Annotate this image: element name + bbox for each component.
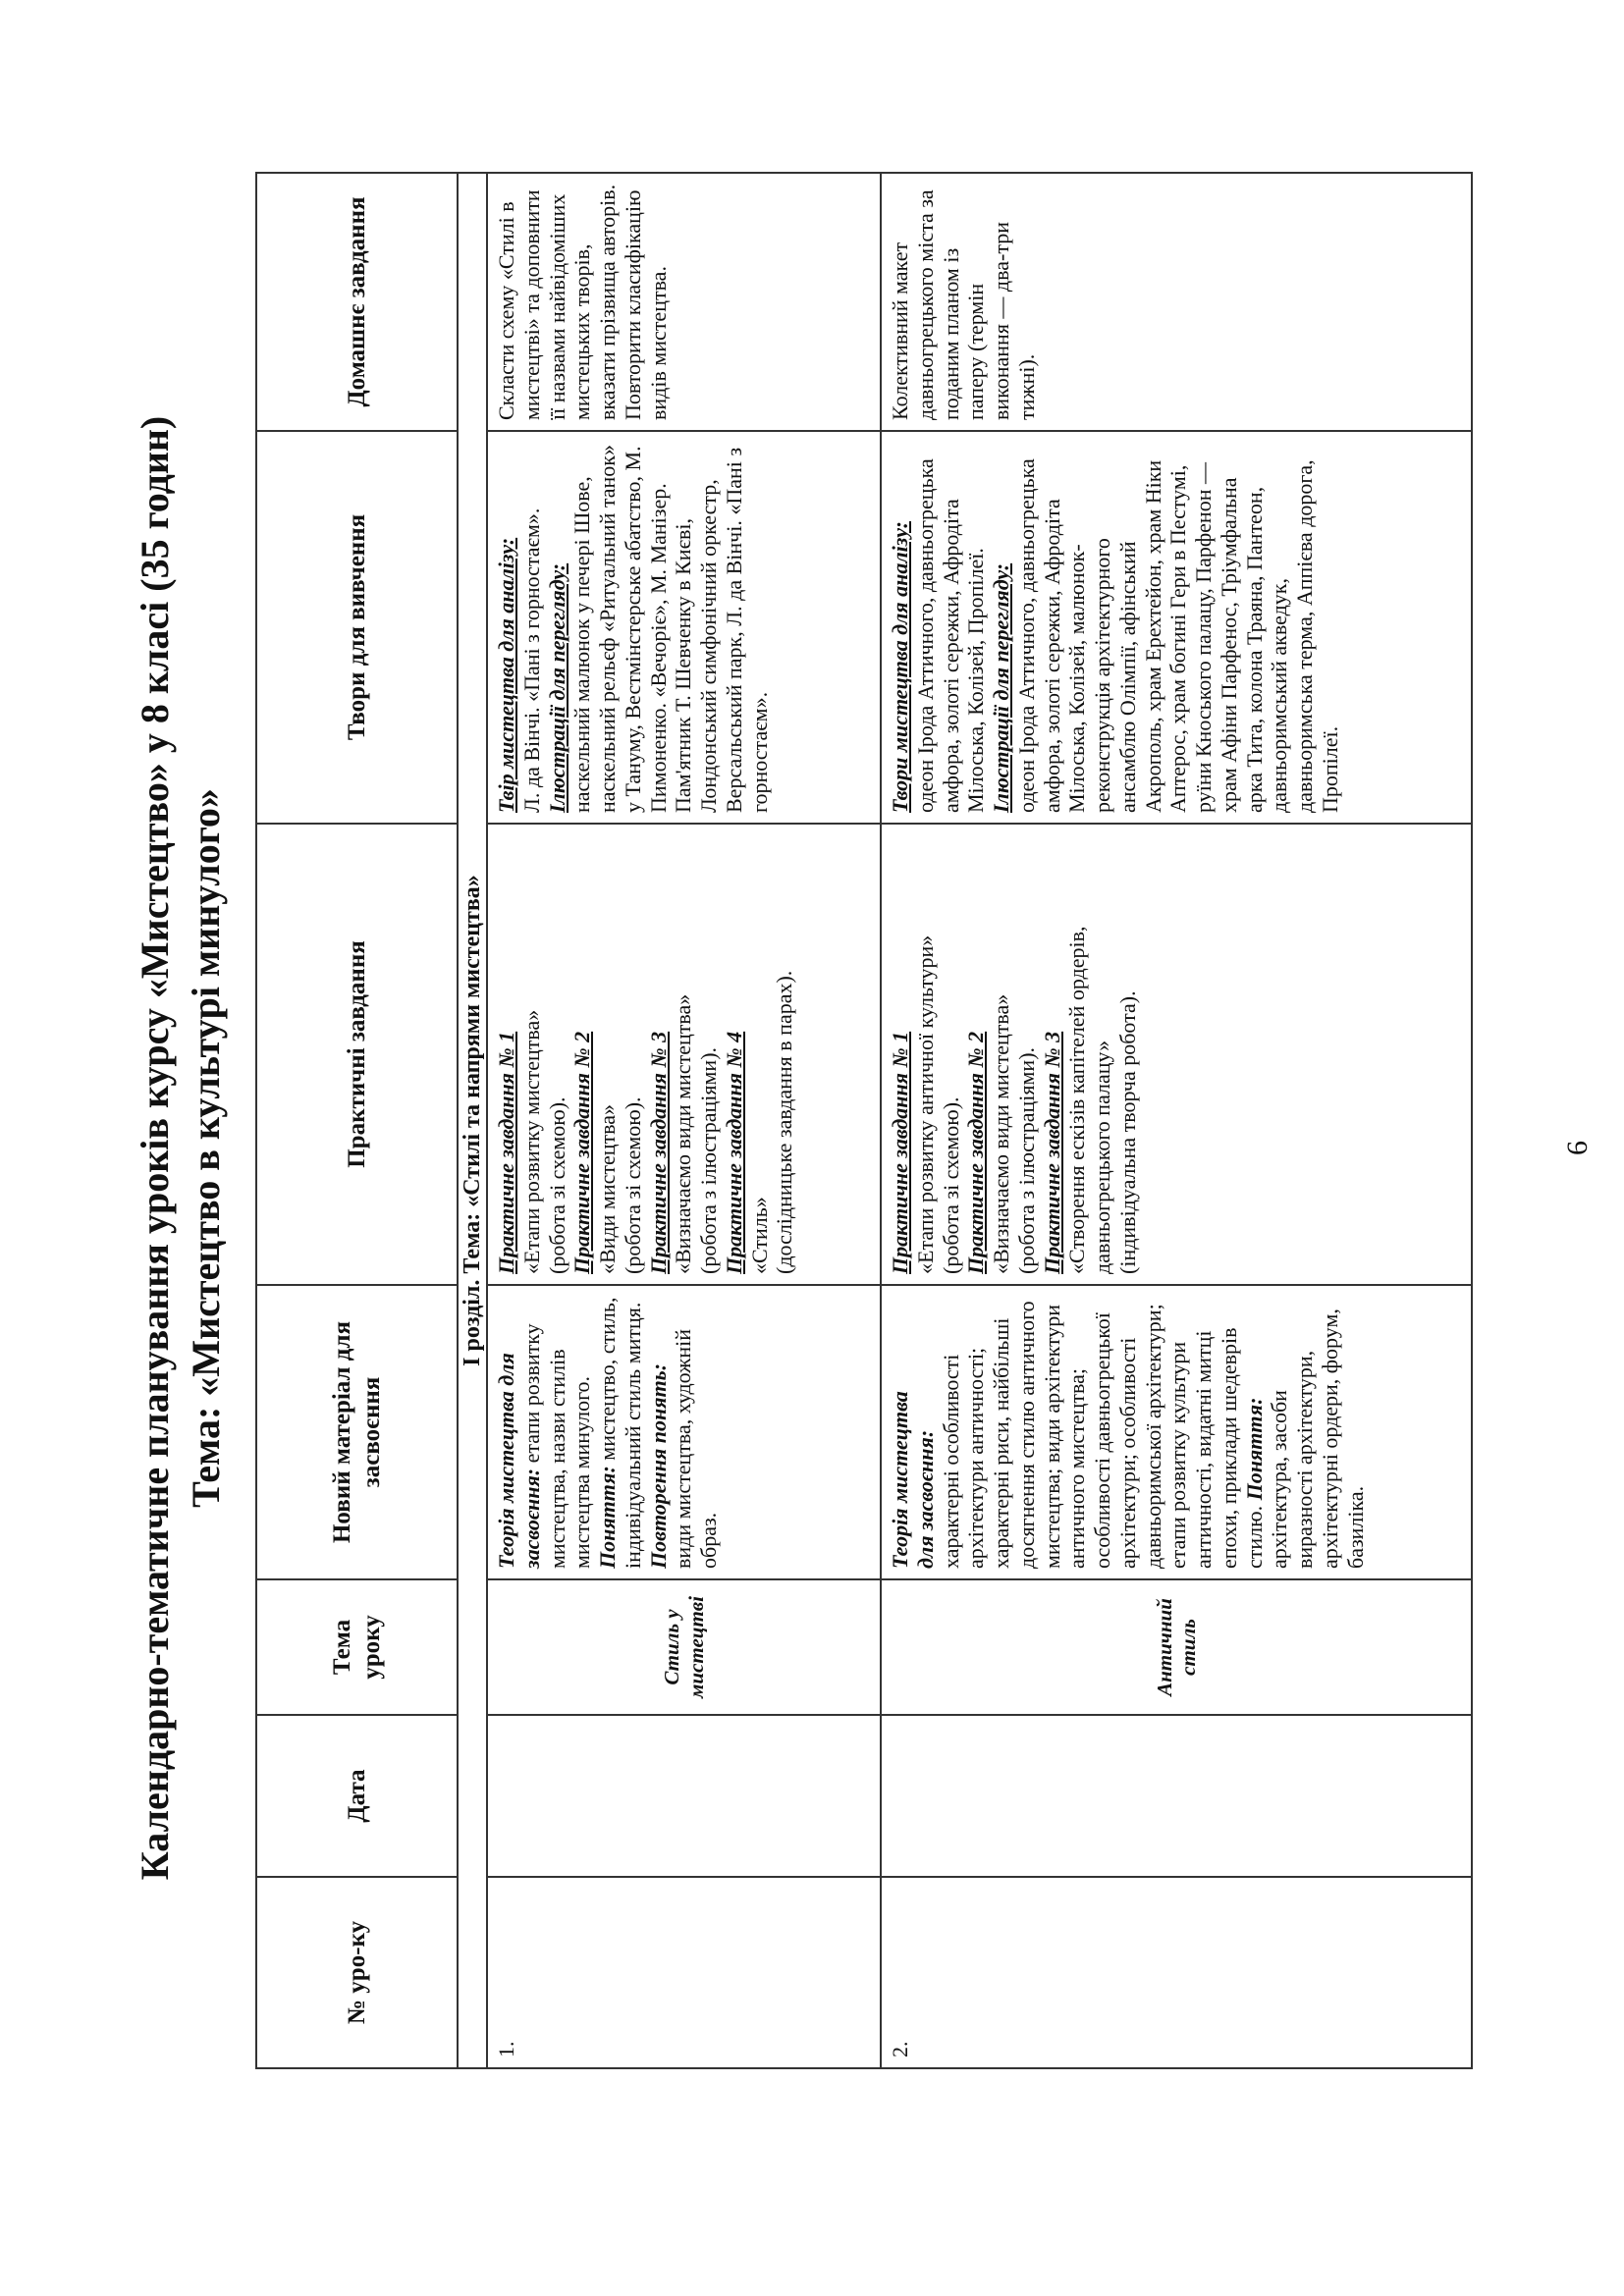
header-date: Дата <box>256 1715 458 1877</box>
lesson-homework: Колективний макет давньогрецького міста за поданим планом із паперу (термін виконання — два-три тижні). <box>881 173 1472 431</box>
material-text: архітектура, засоби виразності архітектури, архітектурні ордери, форум, базиліка. <box>1267 1308 1368 1569</box>
header-new-material: Новий матеріал для засвоєння <box>256 1285 458 1579</box>
task-text: «Створення ескізів капітелей ордерів, давньогрецького палацу» <box>1064 926 1115 1274</box>
lesson-works <box>881 431 1472 824</box>
page-title: Календарно-тематичне планування уроків курсу «Мистецтво» у 8 класі (35 годин) <box>133 415 177 1881</box>
task-text: «Етапи розвитку античної культури» <box>913 934 939 1274</box>
task-text: (робота з ілюстраціями). <box>1013 1046 1039 1274</box>
task-title: Практичне завдання № 1 <box>494 1031 519 1274</box>
lesson-material <box>487 1285 881 1579</box>
material-label: Теорія мистецтва для <box>494 1353 519 1569</box>
task-text: (робота з ілюстраціями). <box>696 1046 722 1274</box>
table-row <box>881 173 1472 2068</box>
works-label: Твори мистецтва для аналізу: <box>888 521 913 813</box>
task-text: «Визначаємо види мистецтва» <box>989 993 1014 1274</box>
lesson-date <box>881 1715 1472 1877</box>
lesson-plan-table <box>255 172 1473 2069</box>
works-text: Л. да Вінчі. «Пані з горностаєм». <box>518 507 544 813</box>
lesson-topic: Стиль у мистецтві <box>487 1579 881 1715</box>
works-text: одеон Ірода Аттичного, давньогрецька амфора, золоті сережки, Афродіта Мілоська, Колізей, малюнок-реконструкція архітектурного ансамблю Олімпії, афінський Акрополь, храм Ерехтейон, храм Ніки Аптерос, храм богині Гери в Пестумі, руїни Кноського палацу, Парфенон — храм Афіни Парфенос, Тріумфальна арка Тита, колона Траяна, Пантеон, давньоримський акведук, давньоримська терма, Аппієва дорога, Пропілеї. <box>1013 458 1342 813</box>
works-text: одеон Ірода Аттичного, давньогрецька амфора, золоті сережки, Афродіта Мілоська, Колізей, Пропілеї. <box>913 458 989 813</box>
task-text: «Визначаємо види мистецтва» <box>671 993 696 1274</box>
task-title: Практичне завдання № 2 <box>963 1031 989 1274</box>
lesson-date <box>487 1715 881 1877</box>
page-subtitle: Тема: «Мистецтво в культурі минулого» <box>184 788 228 1508</box>
task-text: (робота зі схемою). <box>620 1096 645 1274</box>
task-title: Практичне завдання № 3 <box>645 1031 671 1274</box>
task-text: «Стиль» <box>746 1197 772 1274</box>
lesson-tasks <box>487 824 881 1285</box>
task-text: «Етапи розвитку мистецтва» <box>518 1009 544 1274</box>
works-label: Твір мистецтва для аналізу: <box>494 537 519 813</box>
task-text: (індивідуальна творча робота). <box>1114 990 1140 1274</box>
material-label: для засвоєння: <box>913 1429 939 1569</box>
task-title: Практичне завдання № 4 <box>721 1031 746 1274</box>
table-row <box>487 173 881 2068</box>
works-text: наскельний малюнок у печері Шове, наскельний рельєф «Ритуальний танок» у Тануму, Вестмінстерське абатство, М. Пимоненко. «Вечоріє», М. Манізер. Пам'ятник Т. Шевченку в Києві, Лондонський симфонічний оркестр, Версальський парк, Л. да Вінчі. «Пані з горностаєм». <box>569 445 772 813</box>
task-text: (робота зі схемою). <box>938 1096 963 1274</box>
material-label: Повторення понять: <box>645 1362 671 1569</box>
material-label: Поняття: <box>1241 1397 1267 1501</box>
material-text: мистецтво, стиль, індивідуальний стиль митця. <box>595 1297 645 1569</box>
task-text: (робота зі схемою). <box>544 1096 569 1274</box>
works-label: Ілюстрації для перегляду: <box>544 562 569 813</box>
works-label: Ілюстрації для перегляду: <box>989 562 1014 813</box>
lesson-number: 1. <box>487 1877 881 2068</box>
header-practical-tasks: Практичні завдання <box>256 824 458 1285</box>
section-title: І розділ. Тема: «Стилі та напрями мистецтва» <box>458 173 487 2068</box>
task-text: (дослідницьке завдання в парах). <box>772 970 797 1274</box>
table-header-row <box>256 173 458 2068</box>
task-title: Практичне завдання № 2 <box>569 1031 595 1274</box>
lesson-homework: Скласти схему «Стилі в мистецтві» та доповнити її назвами найвідоміших мистецьких творів, вказати прізвища авторів. Повторити класифікацію видів мистецтва. <box>487 173 881 431</box>
section-row <box>458 173 487 2068</box>
header-lesson-number: № уро-ку <box>256 1877 458 2068</box>
material-text: характерні особливості архітектури античності; характерні риси, найбільші досягнення стилю античного мистецтва; види архітектури античного мистецтва; особливості давньогрецької архітектури; особливості давньоримської архітектури; етапи розвитку культури античності, видатні митці епохи, приклади шедеврів стилю. <box>938 1301 1267 1569</box>
lesson-number: 2. <box>881 1877 1472 2068</box>
material-text: види мистецтва, художній образ. <box>671 1329 722 1569</box>
header-homework: Домашнє завдання <box>256 173 458 431</box>
material-text: етапи розвитку мистецтва, назви стилів мистецтва минулого. <box>518 1323 595 1569</box>
task-title: Практичне завдання № 3 <box>1039 1031 1064 1274</box>
header-topic: Тема уроку <box>256 1579 458 1715</box>
page-number: 6 <box>1561 1141 1594 1155</box>
lesson-tasks <box>881 824 1472 1285</box>
lesson-material <box>881 1285 1472 1579</box>
material-label: засвоєння: <box>518 1468 544 1569</box>
task-title: Практичне завдання № 1 <box>888 1031 913 1274</box>
lesson-works <box>487 431 881 824</box>
lesson-topic: Античний стиль <box>881 1579 1472 1715</box>
material-label: Теорія мистецтва <box>888 1391 913 1569</box>
header-works: Твори для вивчення <box>256 431 458 824</box>
material-label: Поняття: <box>595 1466 621 1569</box>
task-text: «Види мистецтва» <box>595 1103 621 1274</box>
